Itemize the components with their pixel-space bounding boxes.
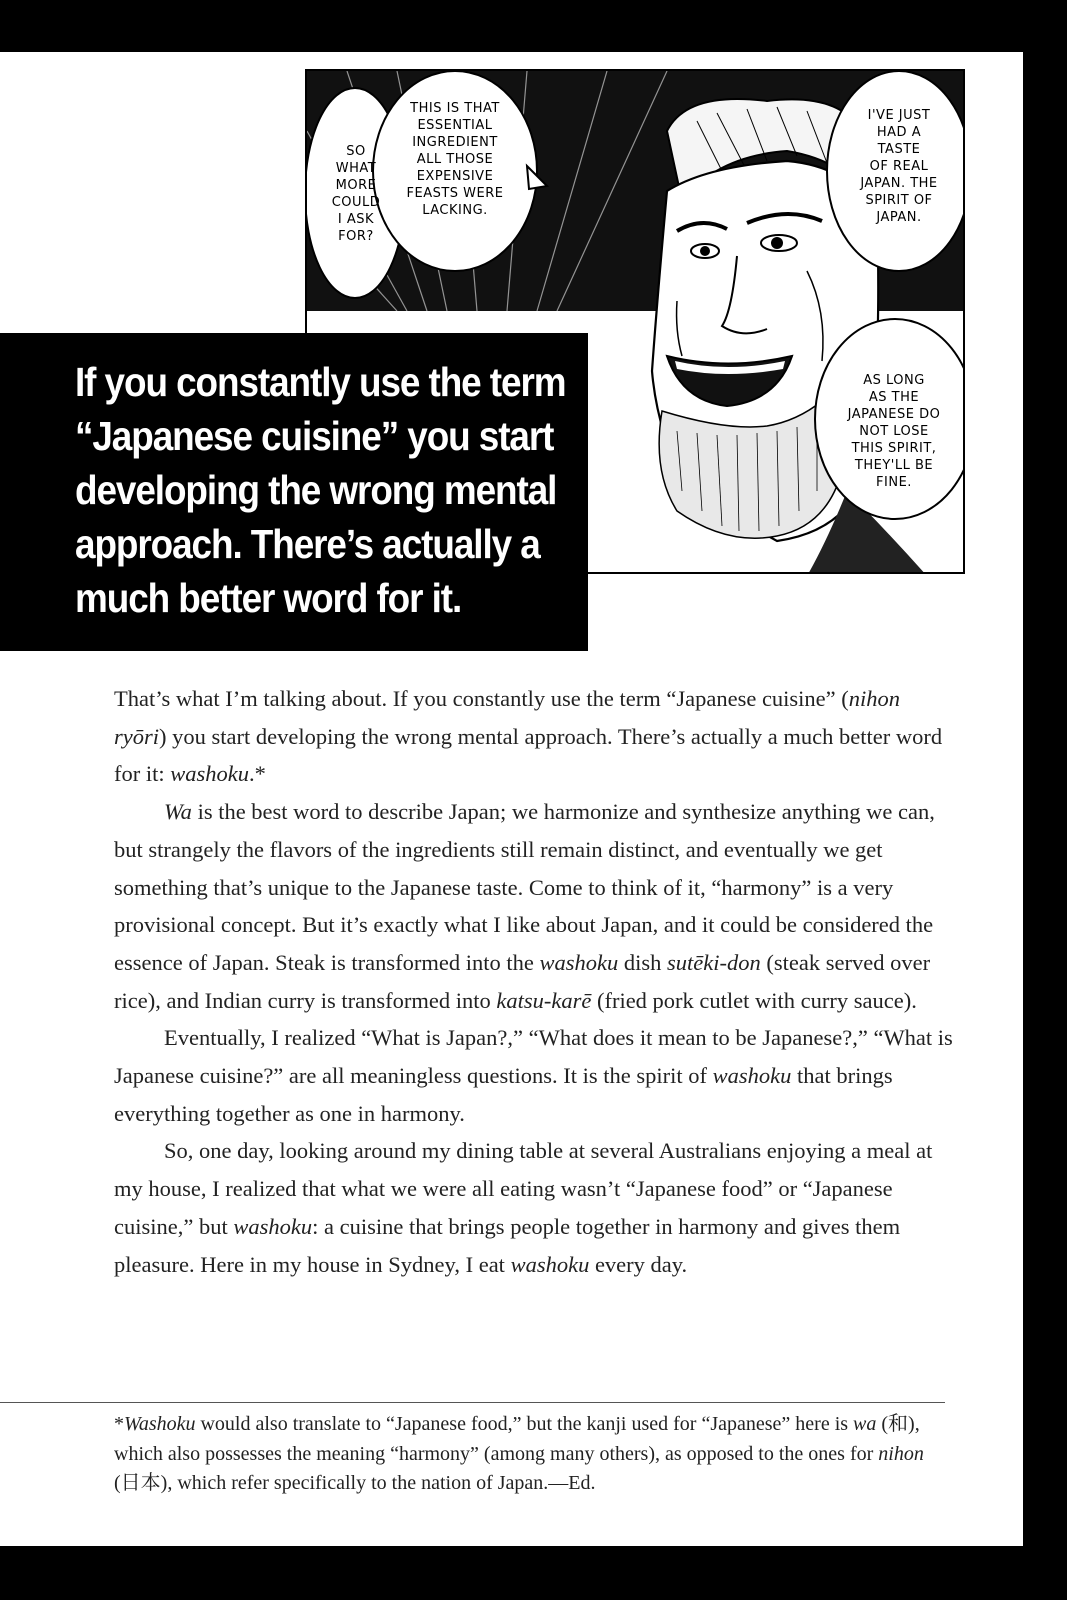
- speech-balloon-4: AS LONG AS THE JAPANESE DO NOT LOSE THIS SPIRIT, THEY'LL BE FINE.: [847, 373, 941, 490]
- speech-balloon-3: I'VE JUST HAD A TASTE OF REAL JAPAN. THE SPIRIT OF JAPAN.: [860, 108, 938, 225]
- paragraph-3: Eventually, I realized “What is Japan?,” “What does it mean to be Japanese?,” “What is Japanese cuisine?” are all meaningless questions. It is the spirit of washoku that brings everything together as one in harmony.: [114, 1025, 953, 1126]
- speech-balloon-1: SO WHAT MORE COULD I ASK FOR?: [331, 144, 381, 244]
- book-page: [0, 52, 1023, 1546]
- pullquote-box: [0, 333, 588, 651]
- paragraph-1: That’s what I’m talking about. If you constantly use the term “Japanese cuisine” (nihon ryōri) you start developing the wrong mental approach. There’s actually a much better word for it: washoku.*: [114, 686, 943, 787]
- paragraph-2: Wa is the best word to describe Japan; we harmonize and synthesize anything we can, but strangely the flavors of the ingredients still remain distinct, and eventually we get something that’s unique to the Japanese taste. Come to think of it, “harmony” is a very provisional concept. But it’s exactly what I like about Japan, and it could be considered the essence of Japan. Steak is transformed into the washoku dish sutēki-don (steak served over rice), and Indian curry is transformed into katsu-karē (fried pork cutlet with curry sauce).: [114, 799, 935, 1013]
- speech-balloon-2: THIS IS THAT ESSENTIAL INGREDIENT ALL THOSE EXPENSIVE FEASTS WERE LACKING.: [406, 101, 504, 218]
- pullquote-text: If you constantly use the term “Japanese cuisine” you start developing the wrong mental approach. There’s actually a much better word for it.: [75, 359, 566, 621]
- paragraph-4: So, one day, looking around my dining table at several Australians enjoying a meal at my house, I realized that what we were all eating wasn’t “Japanese food” or “Japanese cuisine,” but washoku: a cuisine that brings people together in harmony and gives them pleasure. Here in my house in Sydney, I eat washoku every day.: [114, 1138, 933, 1277]
- footnote: *Washoku would also translate to “Japanese food,” but the kanji used for “Japanese” here is wa (和), which also possesses the meaning “harmony” (among many others), as opposed to the ones for nihon (日本), which refer specifically to the nation of Japan.—Ed.: [114, 1413, 924, 1494]
- footnote-divider: [0, 1402, 945, 1403]
- body-text: [114, 680, 954, 1283]
